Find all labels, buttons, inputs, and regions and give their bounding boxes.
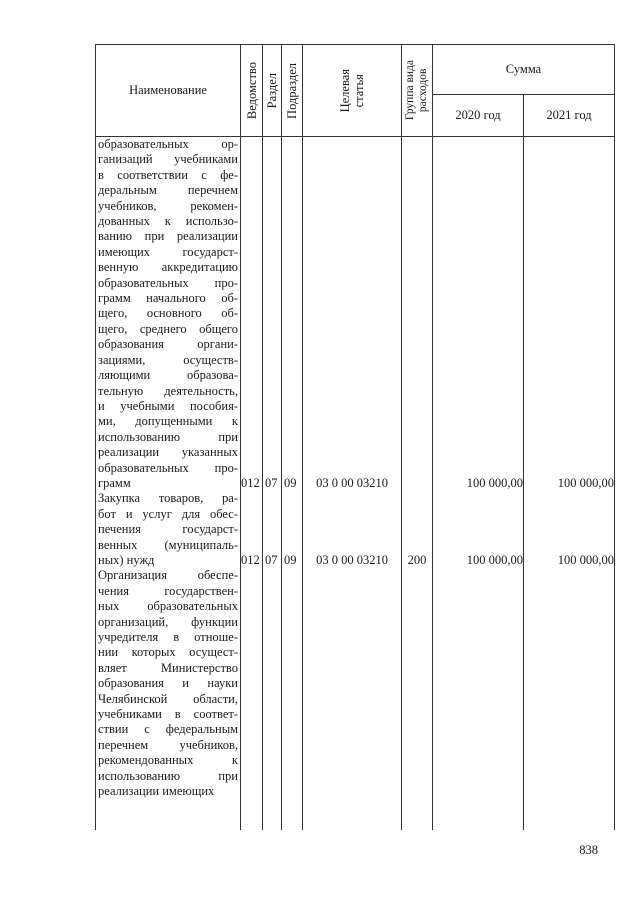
name-line: образования органи- (98, 337, 238, 352)
name-line: учредителя в отноше- (98, 630, 238, 644)
group-cell (402, 137, 433, 831)
header-target (303, 45, 402, 137)
name-line: ми, допущенными к (98, 414, 238, 429)
vedomstvo-cell (241, 137, 263, 831)
table-row (96, 137, 615, 831)
name-line: печения государст- (98, 522, 238, 537)
header-group-text: Группа вида расходов (404, 60, 429, 121)
sum-2020-value: 100 000,00 (466, 475, 523, 490)
name-line: щего, среднего общего (98, 321, 238, 336)
target-value: 03 0 00 03210 (316, 475, 388, 490)
razdel-value: 07 (265, 552, 278, 567)
name-line: и учебными пособия- (98, 398, 238, 413)
name-line: ных) нужд (98, 552, 155, 567)
name-line: образовательных про- (98, 275, 238, 290)
name-line: чения государствен- (98, 583, 238, 598)
target-cell (303, 137, 402, 831)
header-year-2020-text: 2020 год (455, 107, 501, 122)
page-number: 838 (579, 843, 598, 857)
target-value: 03 0 00 03210 (316, 552, 388, 567)
name-line: венных (муниципаль- (98, 537, 238, 552)
vedomstvo-value: 012 (241, 475, 260, 490)
razdel-value: 07 (265, 475, 278, 490)
name-line: учебников, рекомен- (98, 198, 238, 213)
header-vedomstvo (241, 45, 263, 137)
header-podrazdel-text: Подраздел (285, 62, 299, 119)
name-line: тельную деятельность, (98, 383, 238, 398)
name-line: щего, основного об- (98, 306, 238, 321)
podrazdel-value: 09 (284, 475, 297, 490)
group-value: 200 (407, 552, 427, 567)
name-line: грамм (98, 475, 131, 490)
name-line: нии которых осущест- (98, 645, 238, 660)
name-line: ванию при реализации (98, 229, 238, 244)
header-name-text: Наименование (129, 82, 207, 97)
name-line: использованию при (98, 768, 238, 783)
header-year-2021-text: 2021 год (546, 107, 592, 122)
name-cell (96, 137, 241, 831)
name-line: ганизаций учебниками (98, 152, 238, 167)
razdel-cell (263, 137, 282, 831)
name-line: использованию при (98, 429, 238, 444)
budget-table (95, 44, 615, 830)
name-line: реализации указанных (98, 445, 238, 460)
name-line: ных образовательных (98, 599, 238, 614)
header-razdel-text: Раздел (265, 72, 279, 109)
name-line: деральным перечнем (98, 183, 238, 198)
name-line: образовательных про- (98, 460, 238, 475)
header-year-2020 (433, 95, 524, 137)
header-sum (433, 45, 615, 95)
name-line: образования и науки (98, 676, 238, 691)
header-podrazdel (282, 45, 303, 137)
header-year-2021 (524, 95, 615, 137)
name-line: Челябинской области, (98, 691, 238, 706)
header-name (96, 45, 241, 137)
name-line: зациями, осуществ- (98, 352, 238, 367)
name-line: Организация обеспе- (98, 568, 238, 583)
header-group (402, 45, 433, 137)
name-line: рекомендованных к (98, 753, 238, 768)
sum-2021-value: 100 000,00 (557, 552, 614, 567)
name-line: ляющими образова- (98, 368, 238, 383)
header-vedomstvo-text: Ведомство (244, 61, 259, 120)
name-line: в соответствии с фе- (98, 167, 238, 182)
name-line: венную аккредитацию (98, 260, 238, 275)
name-line: ствии с федеральным (98, 722, 238, 737)
name-line: вляет Министерство (98, 660, 238, 675)
name-line: реализации имеющих (98, 784, 215, 799)
name-line: грамм начального об- (98, 291, 238, 306)
podrazdel-value: 09 (284, 552, 297, 567)
sum-2020-value: 100 000,00 (466, 552, 523, 567)
podrazdel-cell (282, 137, 303, 831)
name-line: учебниками в соответ- (98, 707, 238, 722)
name-line: бот и услуг для обес- (98, 506, 238, 521)
name-line: перечнем учебников, (98, 737, 238, 752)
header-target-text: Целевая статья (338, 68, 366, 113)
name-line: дованных к использо- (98, 214, 238, 229)
name-line: имеющих государст- (98, 244, 238, 259)
sum-2021-cell (524, 137, 615, 831)
header-razdel (263, 45, 282, 137)
name-line: образовательных ор- (98, 137, 238, 151)
name-line: Закупка товаров, ра- (98, 491, 238, 506)
sum-2020-cell (433, 137, 524, 831)
header-sum-text: Сумма (505, 61, 542, 76)
vedomstvo-value: 012 (241, 552, 260, 567)
sum-2021-value: 100 000,00 (557, 475, 614, 490)
name-line: организаций, функции (98, 614, 238, 629)
